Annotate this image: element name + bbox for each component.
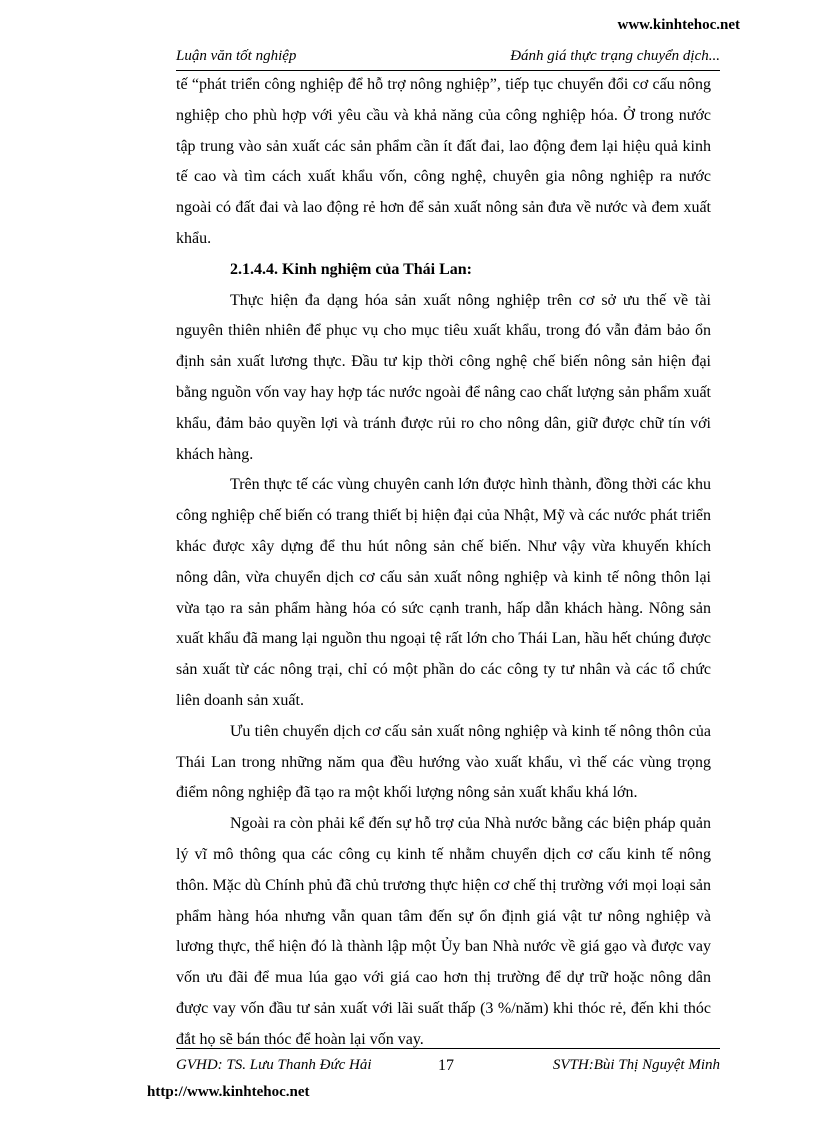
page-header [176, 48, 720, 71]
paragraph: Trên thực tế các vùng chuyên canh lớn được hình thành, đồng thời các khu công nghiệp chế biến có trang thiết bị hiện đại của Nhật, Mỹ và các nước phát triển khác được xây dựng để thu hút nông sản chế biến. Như vậy vừa khuyến khích nông dân, vừa chuyển dịch cơ cấu sản xuất nông nghiệp và kinh tế nông thôn lại vừa tạo ra sản phẩm hàng hóa có sức cạnh tranh, hấp dẫn khách hàng. Nông sản xuất khẩu đã mang lại nguồn thu ngoại tệ rất lớn cho Thái Lan, hầu hết chúng được sản xuất từ các nông trại, chỉ có một phần do các công ty tư nhân và các tổ chức liên doanh sản xuất. [176, 476, 711, 709]
section-heading: 2.1.4.4. Kinh nghiệm của Thái Lan: [230, 260, 472, 278]
footer-advisor: GVHD: TS. Lưu Thanh Đức Hải [176, 1057, 372, 1073]
header-thesis-label: Luận văn tốt nghiệp [176, 48, 297, 64]
website-watermark-top: www.kinhtehoc.net [617, 17, 740, 33]
footer-student: SVTH:Bùi Thị Nguyệt Minh [552, 1057, 720, 1073]
footer-divider [176, 1048, 720, 1049]
paragraph: Ưu tiên chuyển dịch cơ cấu sản xuất nông nghiệp và kinh tế nông thôn của Thái Lan trong những năm qua đều hướng vào xuất khẩu, vì thế các vùng trọng điểm nông nghiệp đã tạo ra một khối lượng nông sản xuất khẩu khá lớn. [176, 722, 711, 802]
website-watermark-bottom: http://www.kinhtehoc.net [147, 1084, 310, 1100]
page-number: 17 [438, 1057, 454, 1074]
paragraph-continued: tế “phát triển công nghiệp để hỗ trợ nông nghiệp”, tiếp tục chuyển đổi cơ cấu nông nghiệp cho phù hợp với yêu cầu và khả năng của công nghiệp hóa. Ở trong nước tập trung vào sản xuất các sản phẩm cần ít đất đai, lao động đem lại hiệu quả kinh tế cao và tìm cách xuất khẩu vốn, công nghệ, chuyên gia nông nghiệp ra nước ngoài có đất đai và lao động rẻ hơn để sản xuất nông sản đưa về nước và đem xuất khẩu. [176, 76, 711, 247]
paragraph: Ngoài ra còn phải kể đến sự hỗ trợ của Nhà nước bằng các biện pháp quản lý vĩ mô thông qua các công cụ kinh tế nhằm chuyển dịch cơ cấu kinh tế nông thôn. Mặc dù Chính phủ đã chủ trương thực hiện cơ chế thị trường với mọi loại sản phẩm hàng hóa nhưng vẫn quan tâm đến sự ổn định giá vật tư nông nghiệp và lương thực, thể hiện đó là thành lập một Ủy ban Nhà nước về giá gạo và được vay vốn ưu đãi để mua lúa gạo với giá cao hơn thị trường để dự trữ hoặc nông dân được vay vốn đầu tư sản xuất với lãi suất thấp (3 %/năm) khi thóc rẻ, đến khi thóc đắt họ sẽ bán thóc để hoàn lại vốn vay. [176, 815, 711, 1048]
page-footer [176, 1057, 720, 1077]
document-body [176, 70, 711, 1056]
header-thesis-title: Đánh giá thực trạng chuyển dịch... [510, 48, 720, 64]
paragraph: Thực hiện đa dạng hóa sản xuất nông nghiệp trên cơ sở ưu thế về tài nguyên thiên nhiên để phục vụ cho mục tiêu xuất khẩu, trong đó vẫn đảm bảo ổn định sản xuất lương thực. Đầu tư kịp thời công nghệ chế biến nông sản hiện đại bằng nguồn vốn vay hay hợp tác nước ngoài để nâng cao chất lượng sản phẩm xuất khẩu, đảm bảo quyền lợi và tránh được rủi ro cho nông dân, giữ được chữ tín với khách hàng. [176, 291, 711, 463]
